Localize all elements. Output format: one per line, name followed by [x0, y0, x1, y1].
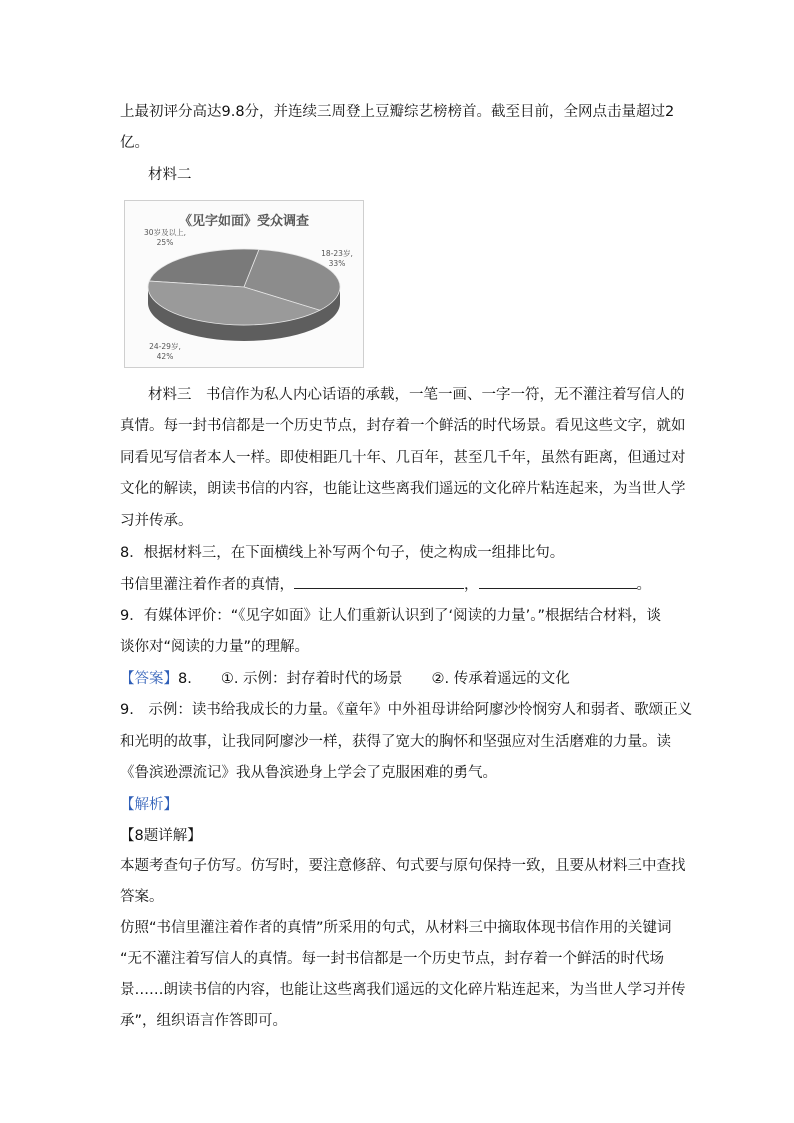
material-three-line: 同看见写信者本人一样。即使相距几十年、几百年，甚至几千年，虽然有距离，但通过对 [120, 450, 686, 466]
detail-line: 仿照“书信里灌注着作者的真情”所采用的句式，从材料三中摘取体现书信作用的关键词 [120, 920, 672, 936]
answer-9-line: 和光明的故事，让我同阿廖沙一样，获得了宽大的胸怀和坚强应对生活磨难的力量。读 [120, 734, 671, 750]
paragraph-line: 亿。 [120, 135, 149, 151]
pie-chart-svg [125, 201, 363, 367]
pie-slice [149, 249, 259, 287]
answer-blank-2[interactable] [479, 574, 637, 589]
detail-line: 答案。 [120, 889, 164, 905]
slice-label: 24-29岁, [149, 342, 181, 351]
detail-line: “无不灌注着写信人的真情。每一封书信都是一个历史节点，封存着一个鲜活的时代场 [120, 951, 665, 967]
fill-end: 。 [636, 577, 651, 593]
analysis-tag: 【解析】 [120, 797, 178, 813]
paragraph-line: 上最初评分高达9.8分，并连续三周登上豆瓣综艺榜榜首。截至目前，全网点击量超过2 [120, 104, 675, 120]
material-three-line: 材料三 书信作为私人内心话语的承载，一笔一画、一字一符，无不灌注着写信人的 [148, 387, 685, 403]
answer-line-8 [120, 669, 570, 689]
answer-8: 8. ①. 示例：封存着时代的场景 ②. 传承着遥远的文化 [178, 671, 570, 687]
slice-percent: 25% [156, 238, 174, 247]
answer-9-line: 9. 示例：读书给我成长的力量。《童年》中外祖母讲给阿廖沙怜悯穷人和弱者、歌颂正义 [120, 702, 693, 718]
answer-tag: 【答案】 [120, 671, 178, 687]
slice-percent: 42% [156, 352, 174, 361]
slice-label: 30岁及以上, [144, 228, 186, 237]
fill-separator: ， [464, 577, 479, 593]
audience-pie-chart [124, 200, 364, 368]
material-two-heading: 材料二 [148, 167, 192, 183]
fill-prefix: 书信里灌注着作者的真情， [120, 577, 294, 593]
slice-label: 18-23岁, [321, 249, 353, 258]
detail-heading: 【8题详解】 [120, 828, 202, 844]
question-9: 谈你对“阅读的力量”的理解。 [120, 639, 310, 655]
detail-line: 承”，组织语言作答即可。 [120, 1013, 288, 1029]
material-three-line: 真情。每一封书信都是一个历史节点，封存着一个鲜活的时代场景。看见这些文字，就如 [120, 418, 686, 434]
material-three-line: 习并传承。 [120, 513, 193, 529]
pie-slices [148, 249, 340, 325]
question-8-fill-line [120, 574, 651, 595]
question-9: 9．有媒体评价：“《见字如面》让人们重新认识到了‘阅读的力量’。”根据结合材料，谈 [120, 608, 661, 624]
material-three-line: 文化的解读，朗读书信的内容，也能让这些离我们遥远的文化碎片粘连起来，为当世人学 [120, 481, 686, 497]
slice-percent: 33% [328, 259, 346, 268]
detail-line: 景……朗读书信的内容，也能让这些离我们遥远的文化碎片粘连起来，为当世人学习并传 [120, 982, 686, 998]
answer-9-line: 《鲁滨逊漂流记》我从鲁滨逊身上学会了克服困难的勇气。 [120, 765, 497, 781]
detail-line: 本题考查句子仿写。仿写时，要注意修辞、句式要与原句保持一致，且要从材料三中查找 [120, 858, 686, 874]
chart-title: 《见字如面》受众调查 [178, 214, 310, 229]
answer-blank-1[interactable] [294, 574, 464, 589]
question-8: 8．根据材料三，在下面横线上补写两个句子，使之构成一组排比句。 [120, 545, 565, 561]
